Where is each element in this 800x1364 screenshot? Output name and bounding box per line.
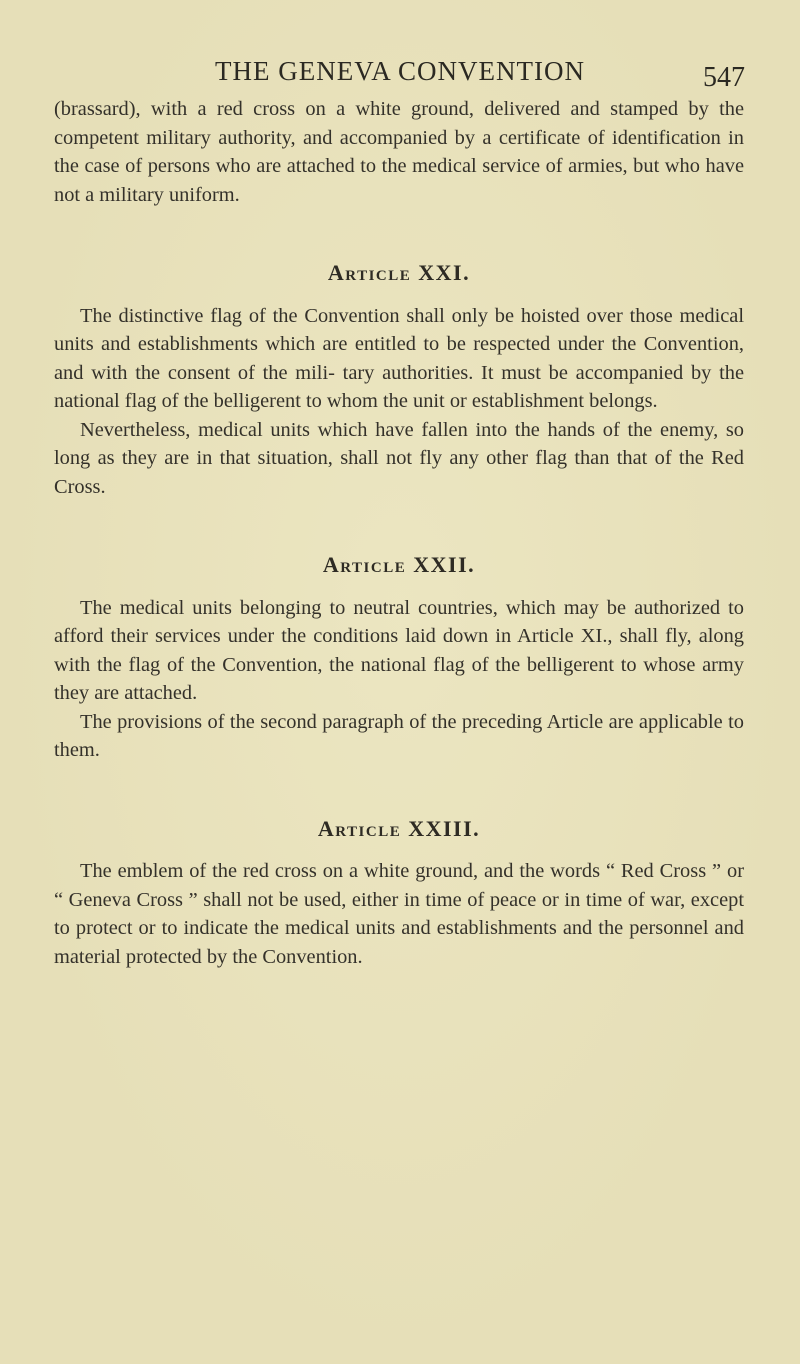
- article-xxii-paragraph-2: The provisions of the second paragraph of the preceding Article are applicable to them.: [54, 710, 744, 761]
- page-header: [0, 56, 800, 96]
- article-heading-xxiii: Article XXIII.: [317, 815, 481, 841]
- article-xxiii-paragraph-1: The emblem of the red cross on a white ground, and the words “ Red Cross ” or “ Geneva Cross ” shall not be used, either in time of peace or in time of war, except to protect or to indicate the medical units and establishments and the personnel and material protected by the Convention.: [54, 860, 744, 968]
- page-number: 547: [703, 62, 745, 93]
- intro-paragraph: (brassard), with a red cross on a white ground, delivered and stamped by the competent military authority, and accompanied by a certificate of identification in the case of persons who are attached to the medical service of armies, but who have not a military uniform.: [54, 98, 744, 206]
- article-xxi-paragraph-1: The distinctive flag of the Convention shall only be hoisted over those medical units and establishments which are entitled to be respected under the Convention, and with the consent of the mili- tary authorities. It must be accompanied by the national flag of the belligerent to whom the unit or establishment belongs.: [54, 304, 744, 412]
- article-heading-xxii: Article XXII.: [322, 552, 476, 577]
- article-xxii-paragraph-1: The medical units belonging to neutral countries, which may be authorized to afford their services under the conditions laid down in Article XI., shall fly, along with the flag of the Convention, the national flag of the belligerent to whose army they are attached.: [54, 596, 744, 704]
- article-heading-xxi: Article XXI.: [327, 260, 471, 285]
- article-xxi-paragraph-2: Nevertheless, medical units which have fallen into the hands of the enemy, so long as they are in that situation, shall not fly any other flag than that of the Red Cross.: [54, 418, 744, 498]
- body-text: [54, 95, 744, 971]
- running-head: THE GENEVA CONVENTION: [215, 56, 585, 86]
